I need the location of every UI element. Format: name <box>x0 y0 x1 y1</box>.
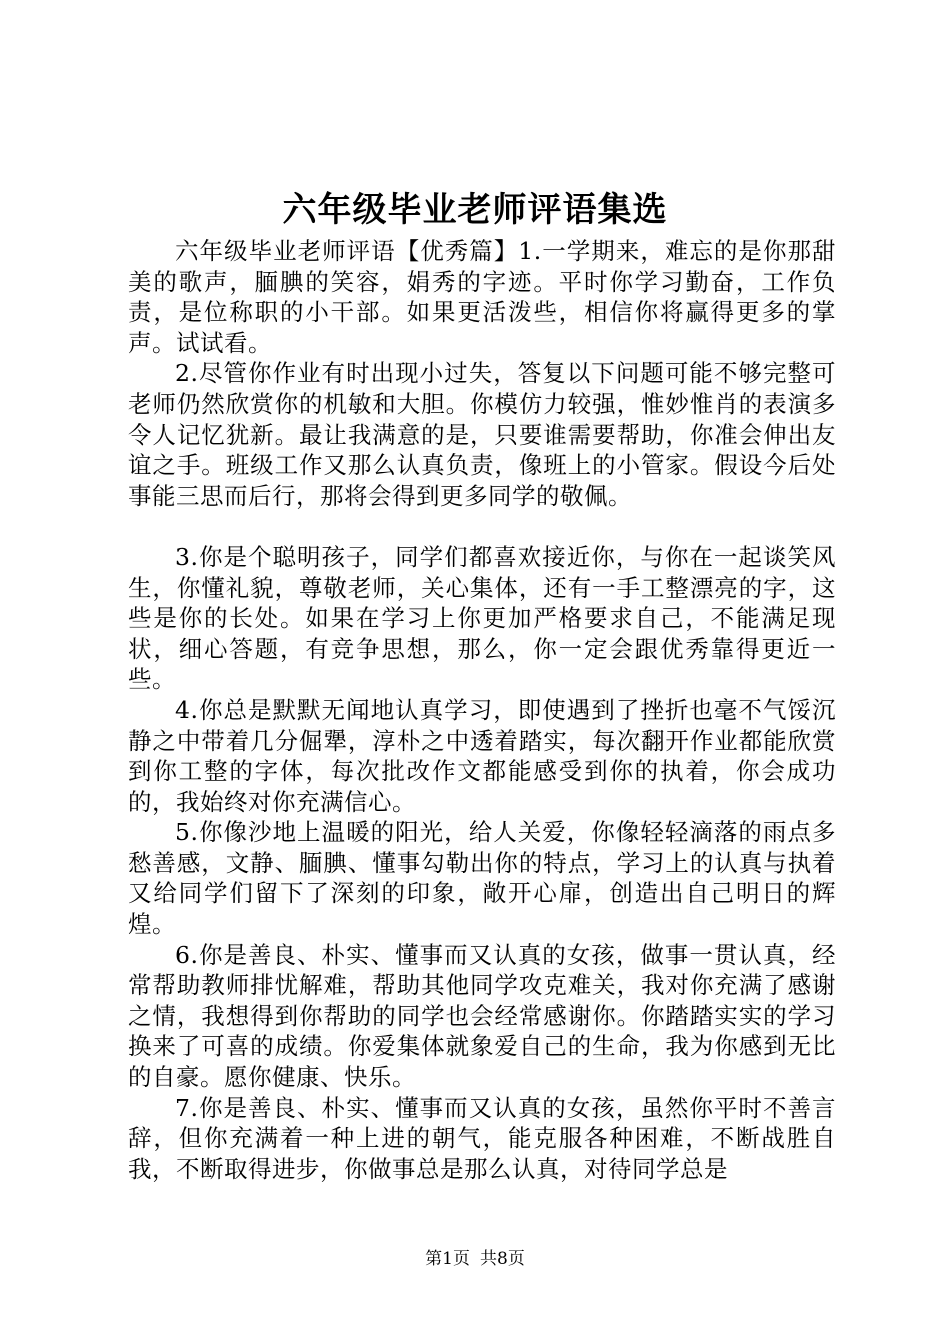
paragraph-5: 5.你像沙地上温暖的阳光，给人关爱，你像轻轻滴落的雨点多愁善感，文静、腼腆、懂事勾勒出你的特点，学习上的认真与执着又给同学们留下了深刻的印象，敞开心扉，创造出自己明日的辉煌。 <box>128 818 836 939</box>
page-footer <box>0 1247 950 1271</box>
document-body <box>128 236 836 1184</box>
paragraph-6: 6.你是善良、朴实、懂事而又认真的女孩，做事一贯认真，经常帮助教师排忧解难，帮助其他同学攻克难关，我对你充满了感谢之情，我想得到你帮助的同学也会经常感谢你。你踏踏实实的学习换来了可喜的成绩。你爱集体就象爱自己的生命，我为你感到无比的自豪。愿你健康、快乐。 <box>128 940 836 1092</box>
paragraph-3: 3.你是个聪明孩子，同学们都喜欢接近你，与你在一起谈笑风生，你懂礼貌，尊敬老师，关心集体，还有一手工整漂亮的字，这些是你的长处。如果在学习上你更加严格要求自己，不能满足现状，细心答题，有竞争思想，那么，你一定会跟优秀靠得更近一些。 <box>128 542 836 694</box>
page-total: 共8页 <box>480 1249 525 1269</box>
paragraph-7: 7.你是善良、朴实、懂事而又认真的女孩，虽然你平时不善言辞，但你充满着一种上进的朝气，能克服各种困难，不断战胜自我，不断取得进步，你做事总是那么认真，对待同学总是 <box>128 1093 836 1183</box>
paragraph-1: 六年级毕业老师评语【优秀篇】1.一学期来，难忘的是你那甜美的歌声，腼腆的笑容，娟秀的字迹。平时你学习勤奋，工作负责，是位称职的小干部。如果更活泼些，相信你将赢得更多的掌声。试试看。 <box>128 237 836 357</box>
document-title: 六年级毕业老师评语集选 <box>282 190 668 230</box>
page-number: 第1页 <box>425 1249 470 1269</box>
paragraph-4: 4.你总是默默无闻地认真学习，即使遇到了挫折也毫不气馁沉静之中带着几分倔犟，淳朴之中透着踏实，每次翻开作业都能欣赏到你工整的字体，每次批改作文都能感受到你的执着，你会成功的，我始终对你充满信心。 <box>128 695 836 816</box>
paragraph-2: 2.尽管你作业有时出现小过失，答复以下问题可能不够完整可老师仍然欣赏你的机敏和大胆。你模仿力较强，惟妙惟肖的表演多令人记忆犹新。最让我满意的是，只要谁需要帮助，你准会伸出友谊之手。班级工作又那么认真负责，像班上的小管家。假设今后处事能三思而后行，那将会得到更多同学的敬佩。 <box>128 359 836 510</box>
